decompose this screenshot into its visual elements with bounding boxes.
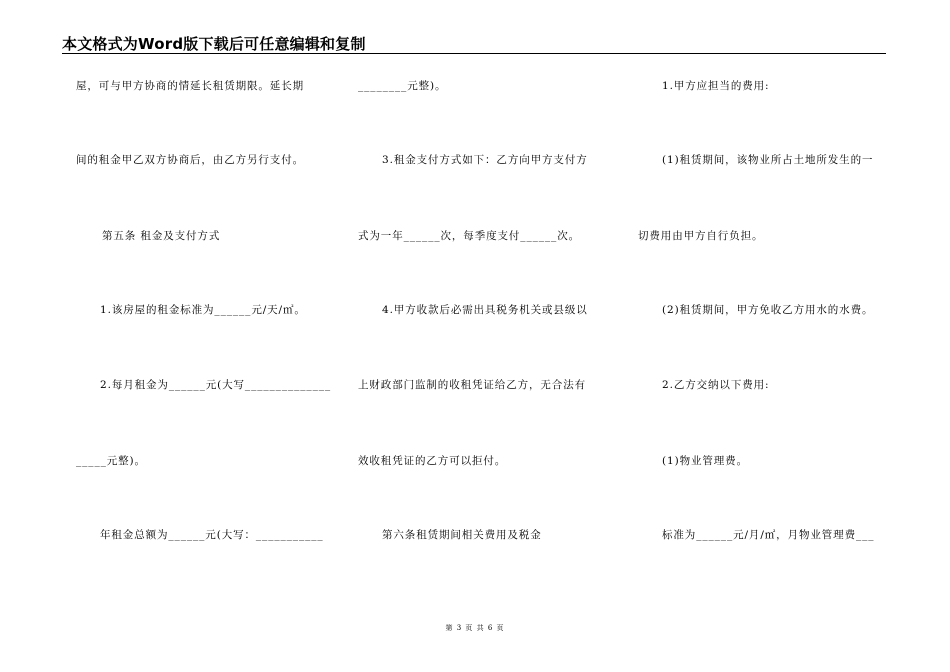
page-number: 第 3 页 共 6 页 [445,624,505,632]
text-line: 式为一年______次，每季度支付______次。 [358,230,580,242]
section-heading: 第六条租赁期间相关费用及税金 [382,529,542,541]
text-line: 4.甲方收款后必需出具税务机关或县级以 [382,304,588,316]
text-line: 上财政部门监制的收租凭证给乙方，无合法有 [358,379,586,391]
text-line: 间的租金甲乙双方协商后，由乙方另行支付。 [76,154,304,166]
text-line: 效收租凭证的乙方可以拒付。 [358,455,507,467]
text-line: 年租金总额为______元(大写：___________ [100,529,324,541]
text-line: 标准为______元/月/㎡，月物业管理费___ [662,529,875,541]
text-line: (1)物业管理费。 [662,455,748,467]
text-line: 切费用由甲方自行负担。 [638,230,764,242]
text-line: 1.甲方应担当的费用: [662,80,770,92]
text-line: ________元整)。 [358,80,447,92]
document-header-title: 本文格式为Word版下载后可任意编辑和复制 [62,35,366,53]
text-line: 2.每月租金为______元(大写______________ [100,379,332,391]
header-divider [62,53,886,54]
text-line: (1)租赁期间，该物业所占土地所发生的一 [662,154,874,166]
text-line: 3.租金支付方式如下：乙方向甲方支付方 [382,154,588,166]
text-line: 2.乙方交纳以下费用: [662,379,770,391]
text-line: (2)租赁期间，甲方免收乙方用水的水费。 [662,304,874,316]
text-line: _____元整)。 [76,455,146,467]
section-heading: 第五条 租金及支付方式 [102,230,221,242]
text-line: 1.该房屋的租金标准为______元/天/㎡。 [100,304,306,316]
text-line: 屋，可与甲方协商的情延长租赁期限。延长期 [76,80,304,92]
